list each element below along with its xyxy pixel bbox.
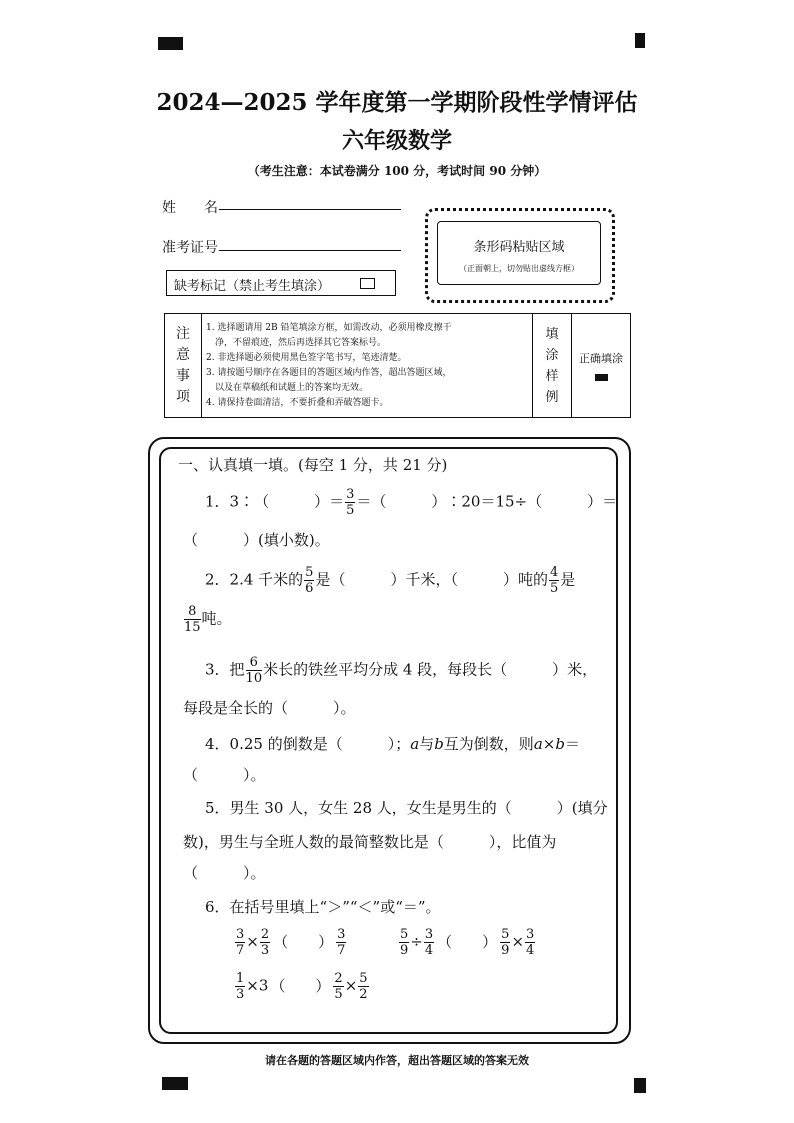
q4-line2: （ ）。 [183, 766, 266, 784]
page-subtitle: 六年级数学 [341, 128, 452, 154]
page-title: 2024—2025 学年度第一学期阶段性学情评估 [156, 89, 638, 116]
q5-line3: （ ）。 [183, 864, 266, 882]
q3-line2: 每段是全长的（ ）。 [183, 699, 356, 717]
notes-side-label: 注 意 事 项 [165, 314, 202, 418]
q6-line1: 6．在括号里填上“＞”“＜”或“＝”。 [205, 898, 441, 916]
registration-mark-bottom-right [634, 1078, 646, 1093]
absent-mark-box [166, 270, 396, 296]
correct-fill-example: 正确填涂 [572, 314, 631, 418]
q5-line1: 5．男生 30 人，女生 28 人，女生是男生的（ ）(填分 [205, 799, 608, 817]
q6-expr2: $\frac{5}{9}$ ÷ $\frac{3}{4}$ （ ） $\frac{5}{9}$ × $\frac{3}{4}$ [400, 927, 535, 958]
q2-line1: 2．2.4 千米的 $\frac{5}{6}$ 是（ ）千米，（ ）吨的 $\frac{4}{5}$ 是 [205, 565, 576, 596]
notes-items: 1. 选择题请用 2B 铅笔填涂方框，如需改动，必须用橡皮擦干 净，不留痕迹，然后再选择其它答案标号。 2. 非选择题必须使用黑色签字笔书写，笔迹清楚。 3. 请按题号顺序在各题目的答题区域内作答，超出答题区域， 以及在草稿纸和试题上的答案均无效。 4. 请保持卷面清洁，不要折叠和弄破答题卡。 [202, 314, 533, 418]
exam-id-label: 准考证号 [162, 240, 218, 256]
q2-fraction-b: $\frac{4}{5}$ [549, 565, 559, 596]
q4-line1: 4．0.25 的倒数是（ ）；a与b互为倒数，则a×b＝ [205, 735, 580, 753]
q1-line2: （ ）(填小数)。 [183, 531, 330, 549]
q5-line2: 数)，男生与全班人数的最简整数比是（ ），比值为 [183, 833, 557, 851]
q6-expr1: $\frac{3}{7}$ × $\frac{2}{3}$ （ ） $\frac{3}{7}$ [236, 927, 346, 958]
q3-line1: 3．把 $\frac{6}{10}$ 米长的铁丝平均分成 4 段，每段长（ ）米， [205, 655, 598, 686]
footer-note: 请在各题的答题区域内作答，超出答题区域的答案无效 [265, 1054, 529, 1067]
exam-notice: （考生注意：本试卷满分 100 分，考试时间 90 分钟） [247, 164, 547, 178]
section1-heading: 一、认真填一填。(每空 1 分，共 21 分) [178, 456, 448, 474]
notes-table [164, 313, 631, 418]
registration-mark-top-left [158, 37, 183, 50]
name-field[interactable] [219, 209, 401, 210]
barcode-hint: （正面朝上，切勿贴出虚线方框） [459, 264, 579, 273]
q2-line2: $\frac{8}{15}$ 吨。 [184, 604, 232, 635]
q1-fraction: $\frac{3}{5}$ [346, 487, 355, 518]
q6-expr3: $\frac{1}{3}$ ×3 （ ） $\frac{2}{5}$ × $\frac{5}{2}$ [236, 971, 368, 1002]
exam-id-field[interactable] [219, 250, 401, 251]
q2-fraction-a: $\frac{5}{6}$ [305, 565, 314, 596]
notes-sample-label: 填 涂 样 例 [533, 314, 572, 418]
name-label: 姓 名 [162, 200, 218, 216]
absent-mark-label: 缺考标记（禁止考生填涂） [174, 279, 331, 294]
q3-fraction: $\frac{6}{10}$ [245, 655, 263, 686]
correct-fill-swatch [595, 374, 608, 381]
q1-line1: 1．3∶（ ）＝ $\frac{3}{5}$ ＝（ ）∶20＝15÷（ ）＝ [205, 487, 618, 518]
q2-fraction-c: $\frac{8}{15}$ [184, 604, 201, 635]
registration-mark-bottom-left [162, 1077, 188, 1090]
barcode-inner-box [437, 221, 601, 285]
barcode-area [425, 208, 615, 303]
absent-mark-checkbox[interactable] [360, 278, 375, 289]
barcode-title: 条形码粘贴区域 [473, 240, 565, 255]
registration-mark-top-right [635, 33, 645, 48]
